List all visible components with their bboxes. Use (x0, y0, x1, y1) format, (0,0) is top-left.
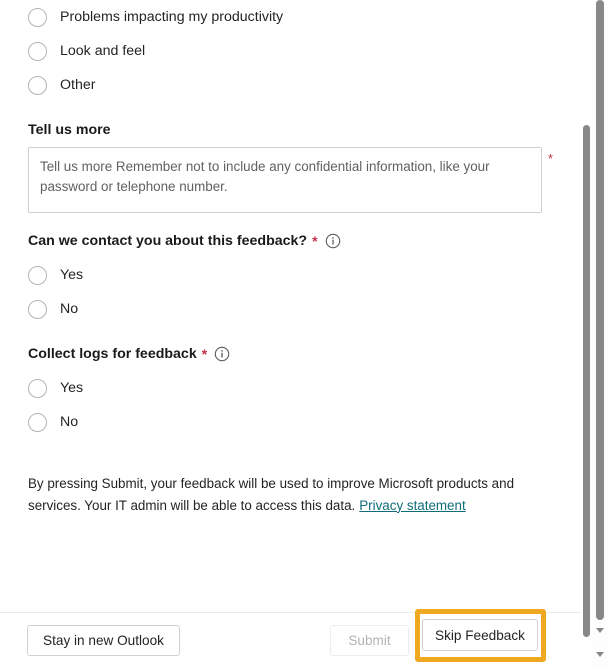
contact-radio-yes[interactable] (28, 258, 553, 292)
radio-circle-icon[interactable] (28, 42, 47, 61)
radio-option-label: Other (60, 76, 96, 93)
scroll-down-arrow-icon[interactable] (596, 628, 604, 633)
disclaimer-text (28, 473, 518, 516)
tell-us-more-field-wrap (28, 147, 553, 213)
outer-scrollbar[interactable] (593, 0, 607, 666)
inner-scrollbar-thumb[interactable] (583, 125, 590, 637)
radio-circle-icon[interactable] (28, 413, 47, 432)
collect-logs-radio-yes[interactable] (28, 371, 553, 405)
collect-logs-label (28, 346, 553, 362)
scroll-down-arrow-icon[interactable] (596, 652, 604, 657)
contact-question-label-text: Can we contact you about this feedback? (28, 233, 308, 249)
radio-option-label: Yes (60, 379, 84, 396)
radio-circle-icon[interactable] (28, 300, 47, 319)
radio-option-label: Look and feel (60, 42, 146, 59)
info-circle-icon[interactable] (325, 233, 341, 249)
radio-option-label: No (60, 413, 79, 430)
radio-circle-icon[interactable] (28, 266, 47, 285)
collect-logs-radio-no[interactable] (28, 405, 553, 439)
submit-button[interactable]: Submit (330, 625, 409, 656)
tell-us-more-textarea[interactable] (28, 147, 542, 213)
inner-scrollbar[interactable] (581, 0, 593, 666)
contact-radio-no[interactable] (28, 292, 553, 326)
tell-us-more-required-star: * (547, 151, 553, 166)
tell-us-more-label (28, 122, 553, 138)
contact-radio-group (28, 258, 553, 326)
radio-option-label: Problems impacting my productivity (60, 8, 284, 25)
stay-in-new-outlook-button[interactable]: Stay in new Outlook (27, 625, 180, 656)
radio-option-productivity[interactable] (28, 0, 553, 34)
info-circle-icon[interactable] (214, 346, 230, 362)
tell-us-more-label-text: Tell us more (28, 122, 111, 138)
radio-option-look-and-feel[interactable] (28, 34, 553, 68)
collect-logs-label-text: Collect logs for feedback (28, 346, 197, 362)
radio-circle-icon[interactable] (28, 8, 47, 27)
privacy-statement-link[interactable]: Privacy statement (359, 497, 466, 513)
skip-feedback-button[interactable]: Skip Feedback (422, 619, 538, 651)
radio-option-other[interactable] (28, 68, 553, 102)
outer-scrollbar-thumb[interactable] (596, 0, 604, 620)
contact-question-label (28, 233, 553, 249)
radio-option-label: No (60, 300, 79, 317)
collect-logs-required-star: * (201, 346, 208, 362)
reason-radio-group (28, 0, 553, 102)
radio-circle-icon[interactable] (28, 76, 47, 95)
contact-question-required-star: * (312, 233, 318, 249)
radio-circle-icon[interactable] (28, 379, 47, 398)
radio-option-label: Yes (60, 266, 84, 283)
disclaimer-body: By pressing Submit, your feedback will be used to improve Microsoft products and services. Your IT admin will be able to access this data. (28, 476, 515, 513)
collect-logs-radio-group (28, 371, 553, 439)
